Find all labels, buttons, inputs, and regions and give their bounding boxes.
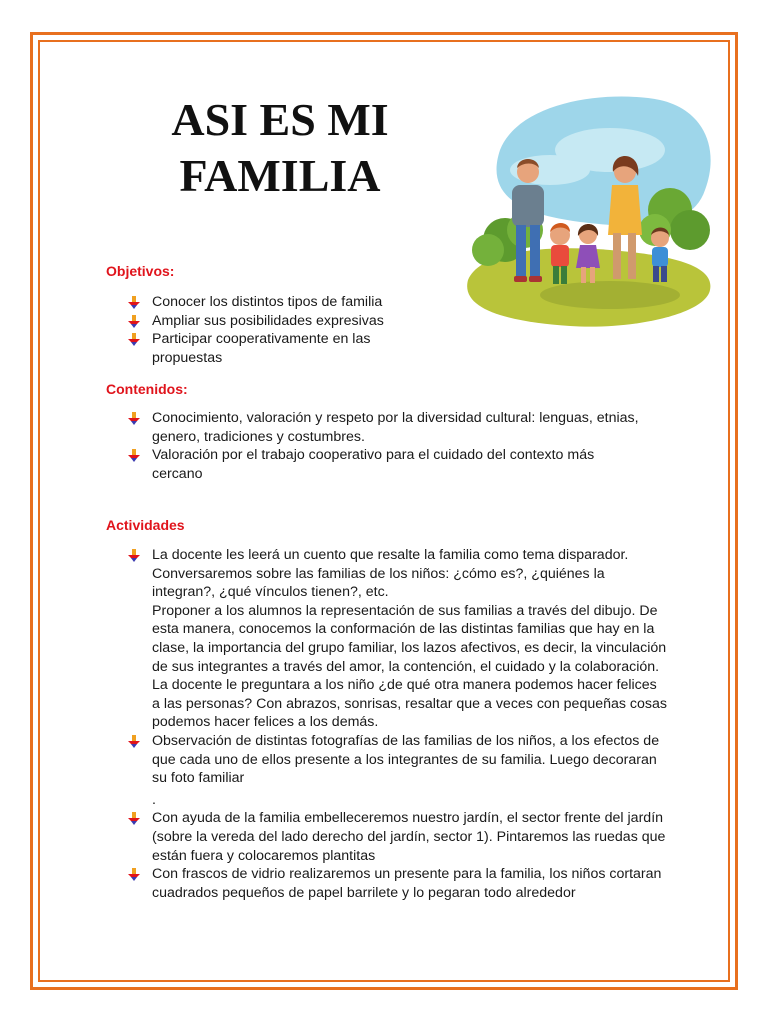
list-item: Ampliar sus posibilidades expresivas xyxy=(128,312,408,331)
list-item: Con frascos de vidrio realizaremos un presente para la familia, los niños cortaran cuadrados pequeños de papel barrilete y lo pegaran todo alrededor xyxy=(128,865,668,902)
contenidos-list xyxy=(128,409,648,483)
arrow-bullet-icon xyxy=(128,315,140,328)
contenidos-heading: Contenidos: xyxy=(106,381,188,397)
actividades-list xyxy=(128,546,668,902)
arrow-bullet-icon xyxy=(128,549,140,562)
actividades-heading: Actividades xyxy=(106,517,185,533)
arrow-bullet-icon xyxy=(128,333,140,346)
list-item: Conocimiento, valoración y respeto por la diversidad cultural: lenguas, etnias, genero, tradiciones y costumbres. xyxy=(128,409,648,446)
arrow-bullet-icon xyxy=(128,735,140,748)
list-item: La docente les leerá un cuento que resalte la familia como tema disparador. Conversaremos sobre las familias de los niños: ¿cómo es?, ¿quiénes la integran?, ¿qué vínculos tienen?, etc. Proponer a los alumnos la representación de sus familias a través del dibujo. De esta manera, conocemos la conformación de las distintas familias que hay en la clase, la importancia del grupo familiar, los lazos afectivos, es decir, la vinculación de sus integrantes a través del amor, la contención, el cuidado y la colaboración. La docente le preguntara a los niño ¿de qué otra manera podemos hacer felices a las personas? Con abrazos, sonrisas, resaltar que a veces con pequeñas cosas podemos hacer felices a los demás. xyxy=(128,546,668,732)
family-illustration xyxy=(460,90,720,330)
list-item: Observación de distintas fotografías de las familias de los niños, a los efectos de que cada uno de ellos presente a los integrantes de su familia. Luego decoraran su foto familiar . xyxy=(128,732,668,809)
list-item: Valoración por el trabajo cooperativo para el cuidado del contexto más cercano xyxy=(128,446,648,483)
objetivos-list xyxy=(128,293,408,367)
title-line-1: ASI ES MI xyxy=(171,94,389,145)
arrow-bullet-icon xyxy=(128,449,140,462)
arrow-bullet-icon xyxy=(128,868,140,881)
title-line-2: FAMILIA xyxy=(179,150,381,201)
page-title xyxy=(150,92,410,204)
list-item: Participar cooperativamente en las propuestas xyxy=(128,330,408,367)
list-item: Con ayuda de la familia embelleceremos nuestro jardín, el sector frente del jardín (sobre la vereda del lado derecho del jardín, sector 1). Pintaremos las ruedas que están fuera y colocaremos plantitas xyxy=(128,809,668,865)
arrow-bullet-icon xyxy=(128,812,140,825)
objetivos-heading: Objetivos: xyxy=(106,263,175,279)
list-item: Conocer los distintos tipos de familia xyxy=(128,293,408,312)
arrow-bullet-icon xyxy=(128,296,140,309)
arrow-bullet-icon xyxy=(128,412,140,425)
